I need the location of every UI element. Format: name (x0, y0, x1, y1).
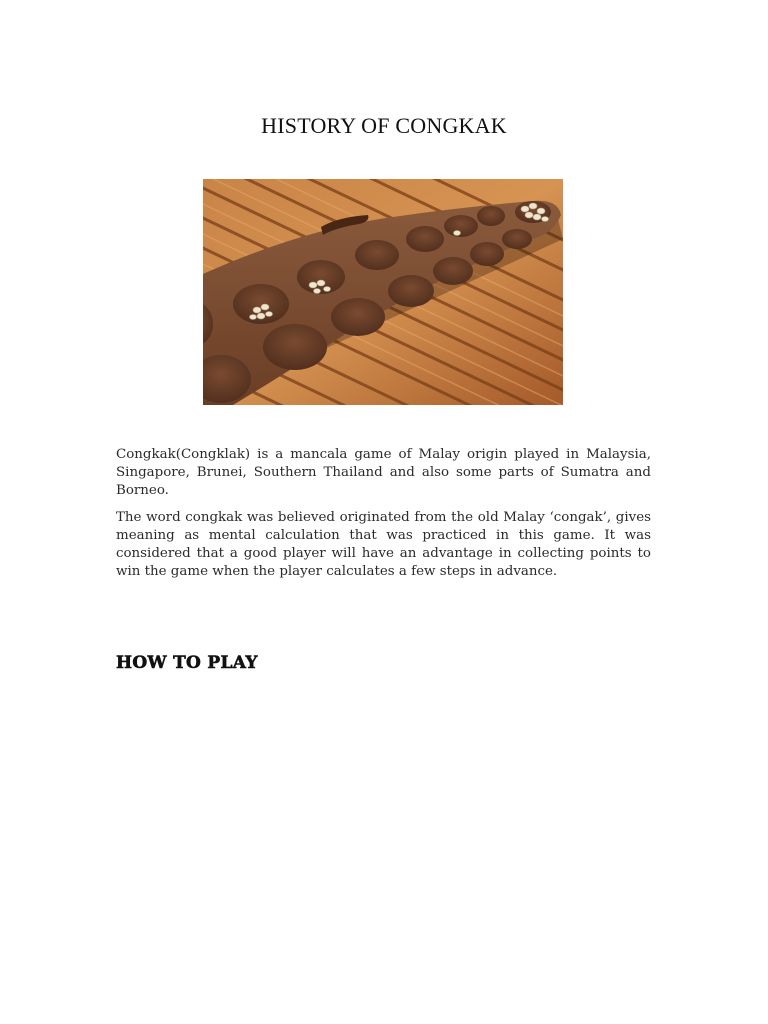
paragraph-etymology: The word congkak was believed originated from the old Malay ‘congak’, gives meaning as mental calculation that was practiced in this game. It was considered that a good player will have an advantage in collecting points to win the game when the player calculates a few steps in advance. (116, 509, 651, 580)
congkak-board-photo (203, 179, 563, 405)
how-to-play-heading: HOW TO PLAY (116, 653, 258, 673)
paragraph-origin: Congkak(Congklak) is a mancala game of Malay origin played in Malaysia, Singapore, Brunei, Southern Thailand and also some parts of Sumatra and Borneo. (116, 447, 651, 499)
document-title: HISTORY OF CONGKAK (261, 113, 507, 138)
body-text (116, 446, 651, 589)
